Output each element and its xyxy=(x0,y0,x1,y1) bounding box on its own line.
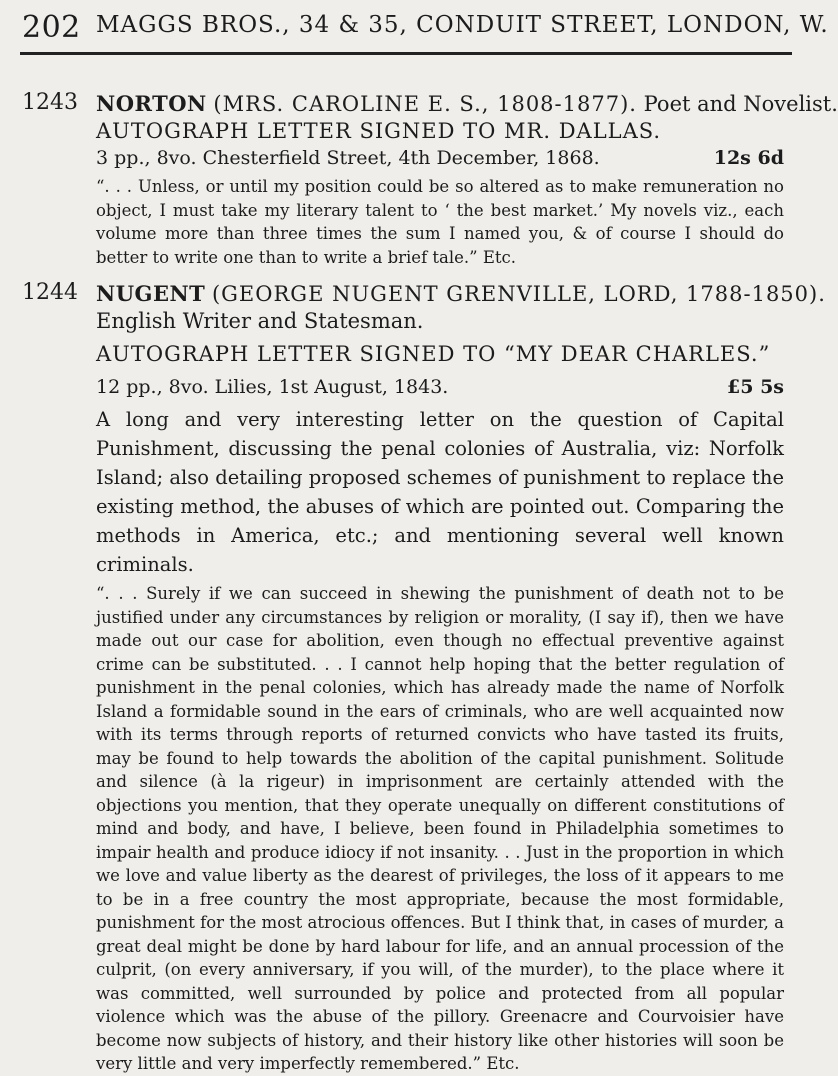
lot-description: A long and very interesting letter on the question of Capital Punishment, discussing the penal colonies of Australia, viz: Norfolk Island; also detailing proposed schemes of punishment to replace the existing method, the abuses of which are pointed out. Comparing the methods in America, etc.; and mentioning several well known criminals. xyxy=(96,408,784,576)
autograph-title: AUTOGRAPH LETTER SIGNED TO “MY DEAR CHARLES.” xyxy=(96,342,771,366)
entry-heading xyxy=(96,280,826,308)
author-details: (GEORGE NUGENT GRENVILLE, LORD, 1788-1850). xyxy=(211,282,826,306)
author-name: NORTON xyxy=(96,91,207,116)
page-number: 202 xyxy=(22,10,81,45)
running-head: MAGGS BROS., 34 & 35, CONDUIT STREET, LONDON, W. xyxy=(96,12,829,38)
item-details: 3 pp., 8vo. Chesterfield Street, 4th December, 1868. xyxy=(96,147,600,169)
quotation: “. . . Surely if we can succeed in shewing the punishment of death not to be justified under any circumstances by religion or morality, (I say if), then we have made out our case for abolition, even though no effectual preventive against crime can be substituted. . . I cannot help hoping that the better regulation of punishment in the penal colonies, which has already made the name of Norfolk Island a formidable sound in the ears of criminals, who are well acquainted now with its terms through reports of returned convicts who have tasted its fruits, may be found to help towards the abolition of the capital punishment. Solitude and silence (à la rigeur) in imprisonment are certainly attended with the objections you mention, that they operate unequally on different constitutions of mind and body, and have, I believe, been found in Philadelphia sometimes to impair health and produce idiocy if not insanity. . . Just in the proportion in which we love and value liberty as the dearest of privileges, the loss of it appears to me to be in a free country the most appropriate, because the most formidable, punishment for the most atrocious offences. But I think that, in cases of murder, a great deal might be done by hard labour for life, and an annual procession of the culprit, (on every anniversary, if you will, of the murder), to the place where it was committed, well surrounded by police and protected from all popular violence which was the abuse of the pillory. Greenacre and Courvoisier have become now subjects of history, and their history like other histories will soon be very little and very imperfectly remembered.” Etc. xyxy=(96,584,784,1073)
item-details-line xyxy=(96,145,784,172)
item-details: 12 pp., 8vo. Lilies, 1st August, 1843. xyxy=(96,376,449,398)
author-details: (MRS. CAROLINE E. S., 1808-1877). xyxy=(213,92,637,116)
lot-number: 1244 xyxy=(22,280,78,305)
price: £5 5s xyxy=(727,376,784,398)
quotation: “. . . Unless, or until my position could be so altered as to make remuneration no object, I must take my literary talent to ‘ the best market.’ My novels viz., each volume more than three times the sum I named you, & of course I should do better to write one than to write a brief tale.” Etc. xyxy=(96,177,784,267)
autograph-title: AUTOGRAPH LETTER SIGNED TO MR. DALLAS. xyxy=(96,119,662,143)
author-role: Poet and Novelist. xyxy=(643,92,838,116)
entry-body xyxy=(96,280,826,1076)
item-details-line xyxy=(96,374,784,401)
lot-number: 1243 xyxy=(22,90,78,115)
author-role: English Writer and Statesman. xyxy=(96,309,424,333)
running-header xyxy=(0,8,829,48)
price: 12s 6d xyxy=(713,147,784,169)
author-name: NUGENT xyxy=(96,281,206,306)
header-rule xyxy=(20,52,792,55)
entry-body xyxy=(96,90,838,269)
entry-heading xyxy=(96,90,838,118)
